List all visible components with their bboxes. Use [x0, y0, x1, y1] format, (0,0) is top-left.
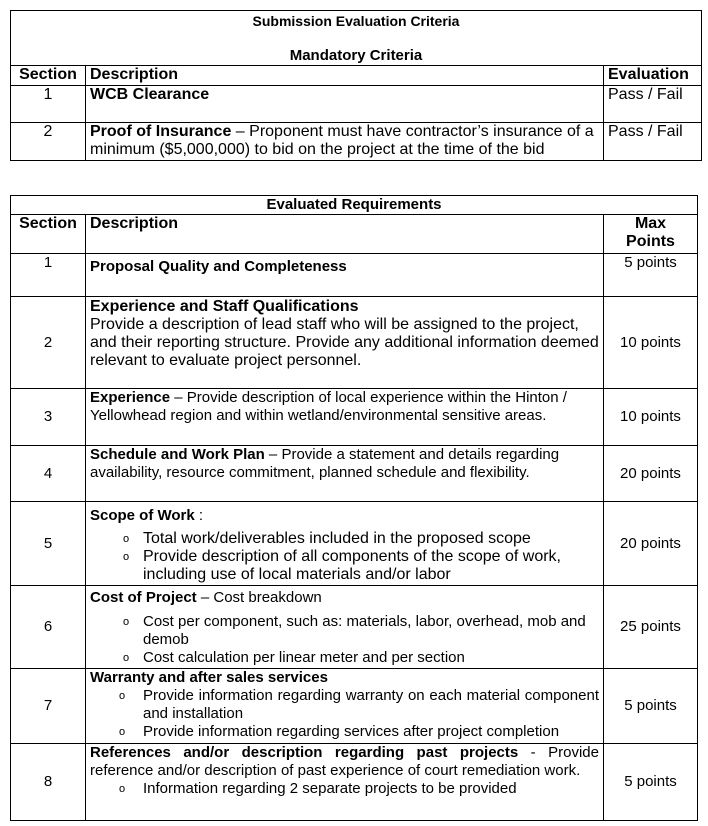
requirement-title: Proposal Quality and Completeness	[90, 258, 347, 275]
description-cell	[86, 297, 604, 389]
bullet-list	[90, 530, 599, 584]
description-cell	[86, 586, 604, 669]
bullet-item: o Provide description of all components of the scope of work, including use of local materials and/or labor	[123, 548, 561, 583]
column-header-section: Section	[11, 66, 86, 86]
bullet-list	[90, 780, 599, 798]
bullet-item: o Total work/deliverables included in the proposed scope	[123, 530, 531, 547]
table-row	[11, 389, 698, 446]
description-cell	[86, 123, 604, 161]
requirement-text: – Cost breakdown	[196, 589, 322, 606]
description-cell	[86, 446, 604, 502]
table-row	[11, 669, 698, 744]
section-number: 1	[11, 254, 86, 297]
table-row	[11, 446, 698, 502]
requirement-text: - Provide reference and/or description of past experience of court remediation work.	[90, 744, 599, 779]
circle-bullet-icon: o	[123, 533, 130, 545]
description-cell	[86, 669, 604, 744]
evaluated-requirements-table	[10, 195, 698, 821]
section-number: 4	[11, 446, 86, 502]
max-points-value: 20 points	[604, 502, 698, 586]
requirement-title: References and/or description regarding past projects	[90, 744, 519, 761]
circle-bullet-icon: o	[119, 690, 126, 702]
criterion-title: WCB Clearance	[90, 86, 210, 103]
bullet-item: o Cost per component, such as: materials, labor, overhead, mob and demob	[123, 613, 586, 648]
requirement-title: Experience	[90, 389, 171, 406]
circle-bullet-icon: o	[123, 652, 130, 664]
section-number: 1	[11, 86, 86, 123]
circle-bullet-icon: o	[119, 726, 126, 738]
column-header-evaluation: Evaluation	[604, 66, 702, 86]
circle-bullet-icon: o	[123, 616, 130, 628]
section-number: 6	[11, 586, 86, 669]
column-header-section: Section	[11, 215, 86, 254]
column-header-max-points: Max Points	[604, 215, 698, 254]
requirement-title: Cost of Project	[90, 589, 197, 606]
circle-bullet-icon: o	[123, 551, 130, 563]
description-cell	[86, 744, 604, 821]
document-title: Submission Evaluation Criteria	[252, 13, 460, 29]
evaluation-value: Pass / Fail	[604, 86, 702, 123]
criterion-title: Proof of Insurance	[90, 123, 232, 140]
max-points-value: 5 points	[604, 254, 698, 297]
bullet-item: o Provide information regarding warranty on each material component and installation	[119, 687, 599, 722]
table-row	[11, 123, 702, 161]
max-points-value: 20 points	[604, 446, 698, 502]
section-number: 5	[11, 502, 86, 586]
bullet-item: o Information regarding 2 separate projects to be provided	[119, 780, 517, 797]
max-points-value: 10 points	[604, 389, 698, 446]
max-points-value: 25 points	[604, 586, 698, 669]
description-cell	[86, 86, 604, 123]
max-points-value: 5 points	[604, 744, 698, 821]
circle-bullet-icon: o	[119, 783, 126, 795]
table-row	[11, 86, 702, 123]
requirement-title: Experience and Staff Qualifications	[90, 298, 359, 315]
requirement-title: Schedule and Work Plan	[90, 446, 265, 463]
table-row	[11, 297, 698, 389]
section-number: 3	[11, 389, 86, 446]
bullet-item: o Provide information regarding services after project completion	[119, 723, 560, 740]
column-header-description: Description	[86, 66, 604, 86]
requirement-title: Scope of Work	[90, 507, 195, 524]
description-cell	[86, 254, 604, 297]
evaluation-value: Pass / Fail	[604, 123, 702, 161]
column-header-description: Description	[86, 215, 604, 254]
requirement-text: – Provide description of local experience within the Hinton / Yellowhead region and within wetland/environmental sensitive areas.	[90, 389, 567, 424]
mandatory-table-title-cell	[11, 11, 702, 66]
evaluated-requirements-heading: Evaluated Requirements	[11, 196, 698, 215]
bullet-list	[90, 687, 599, 741]
evaluated-header-row	[11, 215, 698, 254]
table-row	[11, 502, 698, 586]
requirement-text: Provide a description of lead staff who will be assigned to the project, and their reporting structure. Provide any additional information deemed relevant to evaluate project personnel.	[90, 316, 599, 369]
table-row	[11, 744, 698, 821]
mandatory-criteria-heading: Mandatory Criteria	[289, 47, 423, 64]
description-cell	[86, 502, 604, 586]
section-number: 7	[11, 669, 86, 744]
mandatory-criteria-table	[10, 10, 702, 161]
mandatory-header-row	[11, 66, 702, 86]
max-points-value: 5 points	[604, 669, 698, 744]
table-row	[11, 254, 698, 297]
section-number: 8	[11, 744, 86, 821]
requirement-title: Warranty and after sales services	[90, 669, 328, 686]
bullet-list	[90, 613, 599, 667]
section-number: 2	[11, 297, 86, 389]
section-number: 2	[11, 123, 86, 161]
requirement-text: :	[194, 507, 204, 524]
table-row	[11, 586, 698, 669]
criterion-text: – Proponent must have contractor’s insurance of a minimum ($5,000,000) to bid on the project at the time of the bid	[90, 123, 594, 158]
bullet-item: o Cost calculation per linear meter and per section	[123, 649, 465, 666]
description-cell	[86, 389, 604, 446]
requirement-text: – Provide a statement and details regarding availability, resource commitment, planned schedule and flexibility.	[90, 446, 560, 481]
max-points-value: 10 points	[604, 297, 698, 389]
